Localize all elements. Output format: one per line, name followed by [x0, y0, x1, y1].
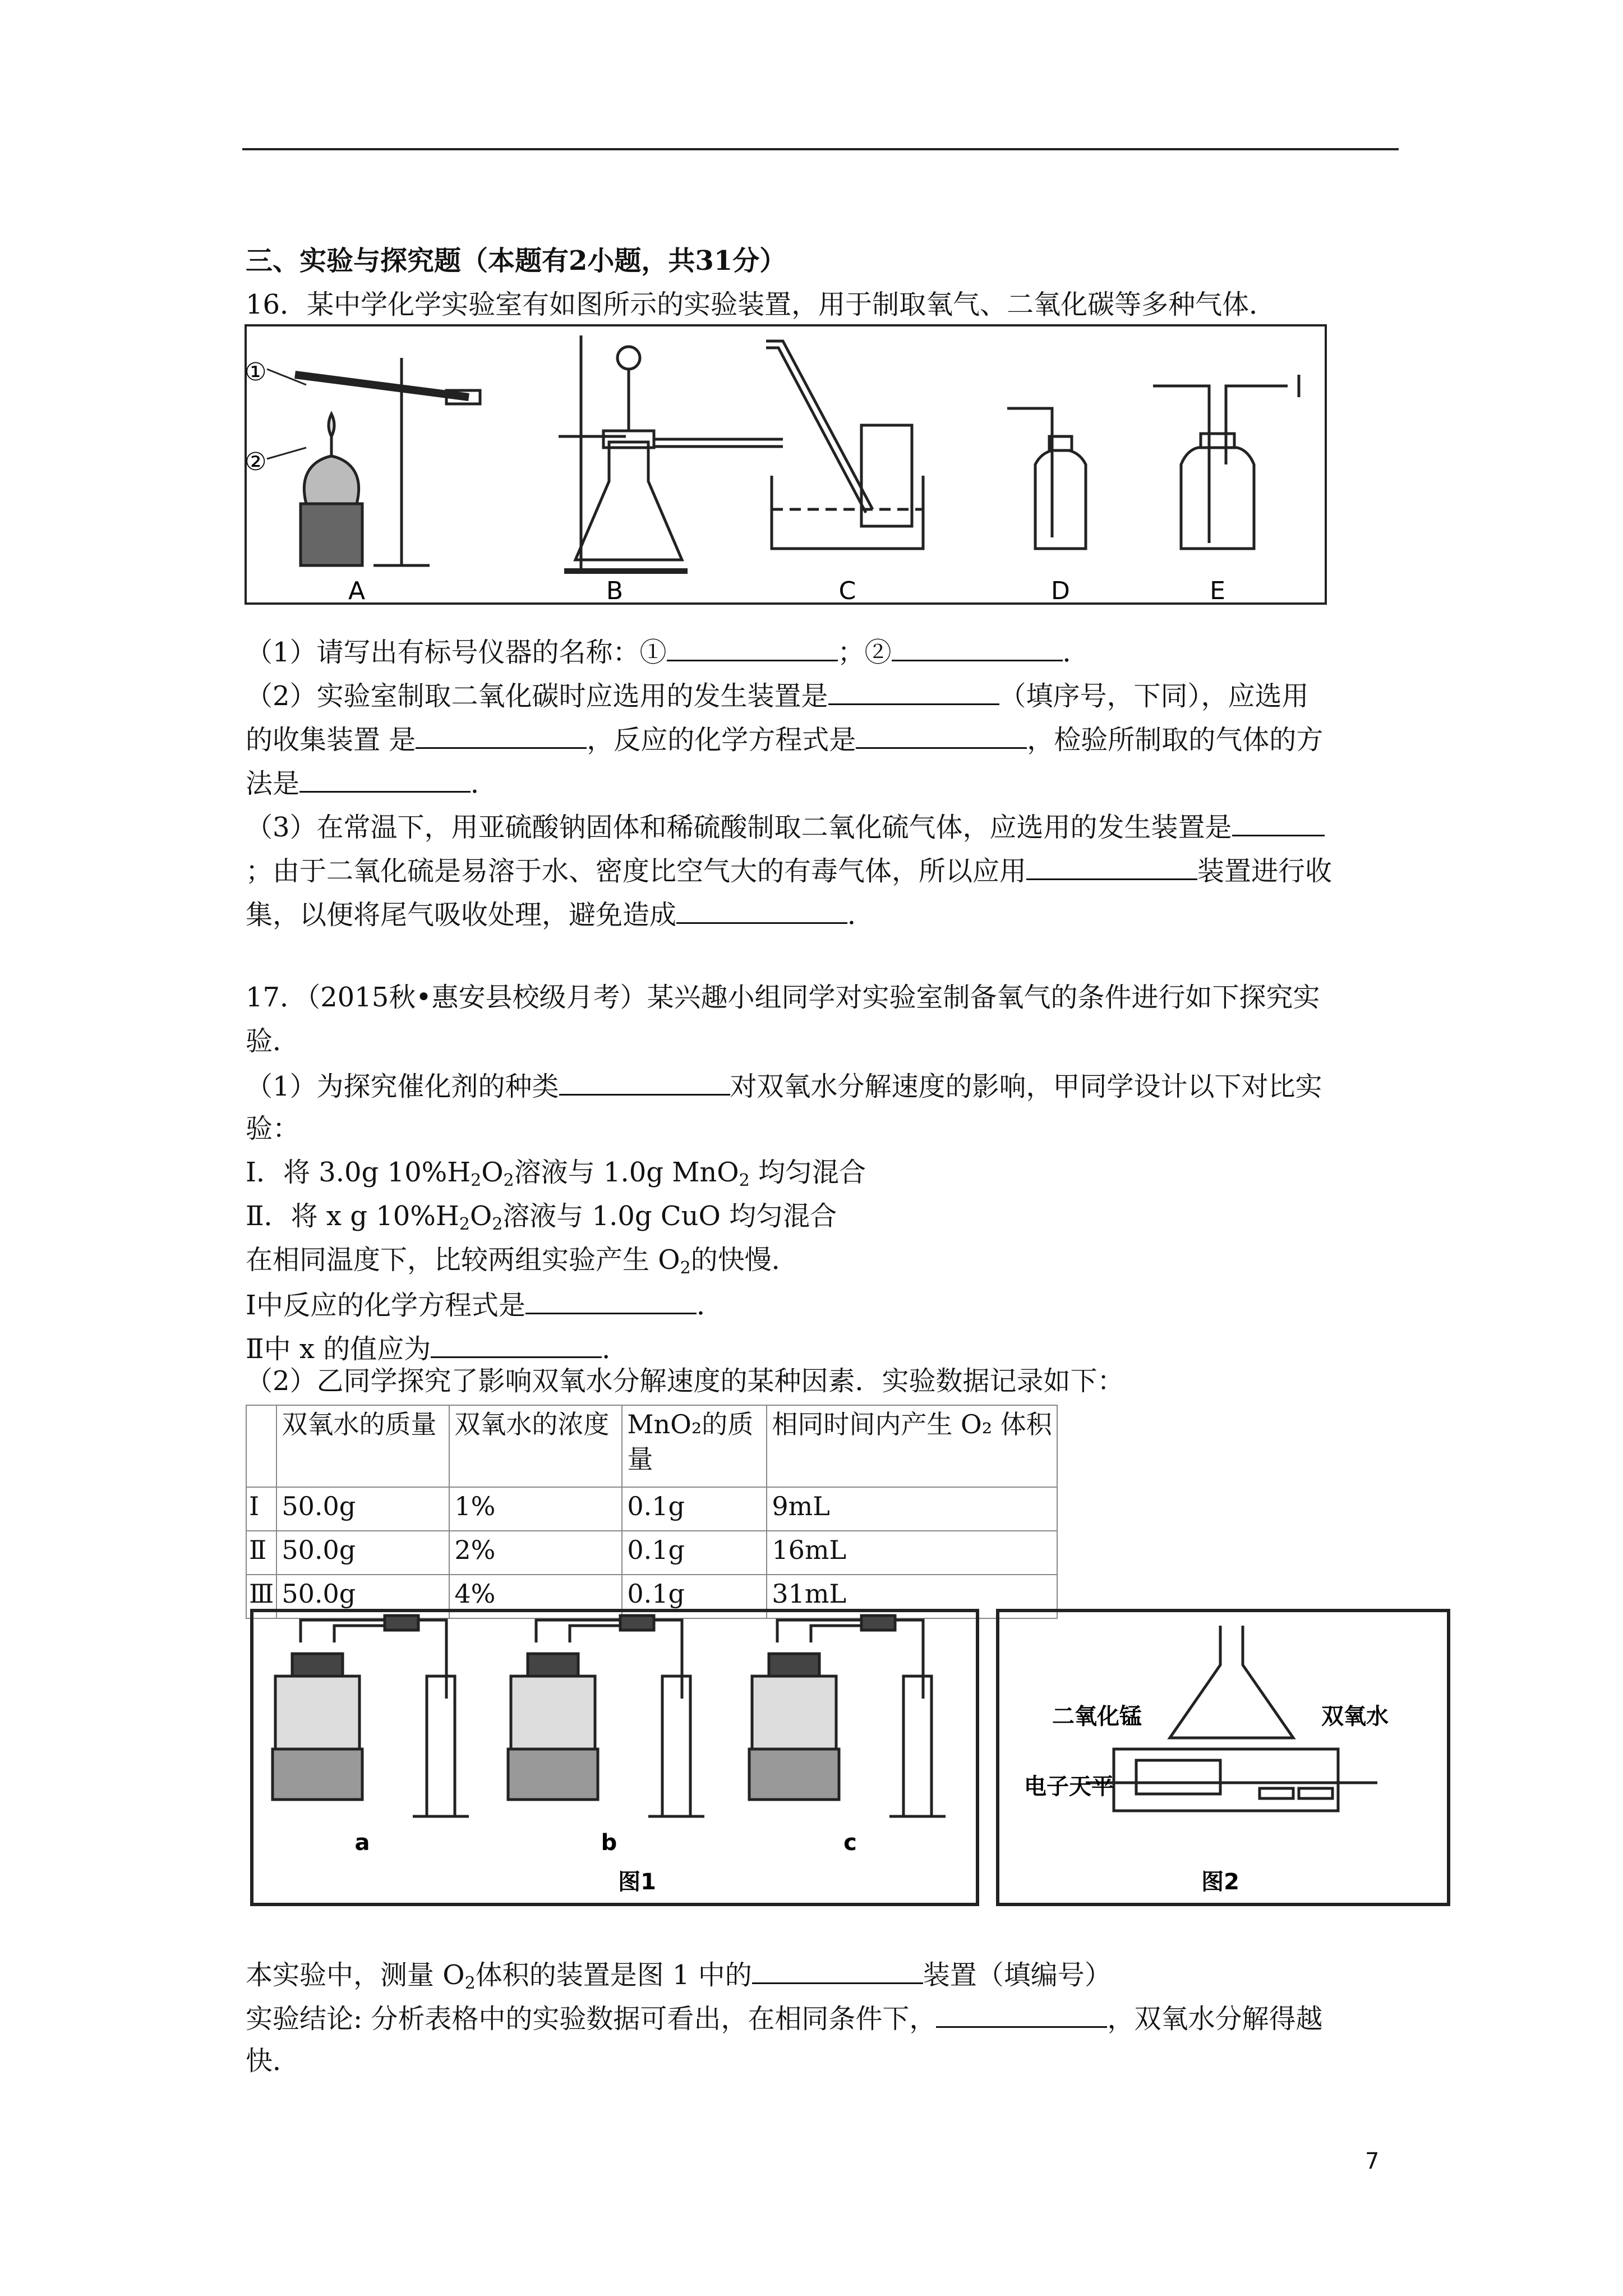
fig1-label-c: c	[843, 1830, 857, 1856]
q16-part3-line1: （3）在常温下，用亚硫酸钠固体和稀硫酸制取二氧化硫气体，应选用的发生装置是	[246, 809, 1325, 844]
th-o2-volume: 相同时间内产生 O₂ 体积	[767, 1405, 1057, 1487]
q16-part2-line2: 的收集装置 是 ，反应的化学方程式是 ，检验所制取的气体的方	[246, 721, 1323, 757]
figure-1	[250, 1609, 979, 1906]
q16-part2-line1: （2）实验室制取二氧化碳时应选用的发生装置是 （填序号，下同），应选用	[246, 678, 1309, 713]
apparatus-e	[1153, 375, 1299, 549]
label-c: C	[838, 577, 856, 605]
q16-part3-line3: 集，以便将尾气吸收处理，避免造成 ．	[246, 896, 874, 932]
q17-exp2: Ⅱ．将 x g $10\%H_2O_2$溶液与 1.0g CuO 均匀混合	[246, 1200, 837, 1234]
table-row: Ⅰ 50.0g 1% 0.1g 9mL	[246, 1487, 1057, 1531]
q17-equation: Ⅰ中反应的化学方程式是 ．	[246, 1287, 723, 1322]
label-a: A	[348, 577, 366, 605]
apparatus-a	[267, 358, 480, 565]
th-concentration: 双氧水的浓度	[449, 1405, 622, 1487]
q17-conclusion-line1: 实验结论: 分析表格中的实验数据可看出，在相同条件下， ，双氧水分解得越	[246, 2000, 1322, 2036]
q17-exp1: Ⅰ．将 3.0g $10\%H_2O_2$溶液与 1.0g MnO$_2$ 均匀混合	[246, 1157, 866, 1190]
fig1-caption: 图1	[618, 1869, 656, 1895]
label-b: B	[606, 577, 624, 605]
apparatus-d	[1007, 408, 1086, 549]
apparatus-b	[559, 335, 783, 571]
apparatus-c	[766, 341, 923, 549]
th-mass: 双氧水的质量	[276, 1405, 449, 1487]
data-table	[246, 1405, 1058, 1619]
q17-measure: 本实验中，测量 $O_2$体积的装置是图 1 中的 装置（填编号）	[246, 1957, 1112, 1992]
table-row: Ⅲ 50.0g 4% 0.1g 31mL	[246, 1575, 1057, 1618]
q17-intro-line2: 验．	[246, 1025, 300, 1057]
fig2-label-h2o2: 双氧水	[1321, 1704, 1389, 1729]
fig2-label-mno2: 二氧化锰	[1052, 1704, 1142, 1729]
fig2-label-balance: 电子天平	[1024, 1774, 1114, 1800]
label-e: E	[1210, 577, 1225, 605]
th-mno2-mass: MnO₂的质量	[622, 1405, 767, 1487]
q17-part1-line1: （1）为探究催化剂的种类 对双氧水分解速度的影响，甲同学设计以下对比实	[246, 1068, 1322, 1103]
table-header-row	[246, 1405, 1057, 1487]
q17-conclusion-line2: 快．	[246, 2045, 300, 2077]
q16-apparatus-figure	[245, 324, 1327, 605]
q16-part2-line3: 法是 ．	[246, 765, 497, 800]
header-rule	[242, 148, 1399, 150]
marker-1: ①	[245, 358, 267, 386]
q17-intro-line1: 17．（2015秋•惠安县校级月考）某兴趣小组同学对实验室制备氧气的条件进行如下探究实	[246, 982, 1320, 1013]
q16-part1: （1）请写出有标号仪器的名称：① ；② ．	[246, 634, 1090, 669]
q17-x-value: Ⅱ中 x 的值应为 ．	[246, 1331, 629, 1366]
table-row: Ⅱ 50.0g 2% 0.1g 16mL	[246, 1531, 1057, 1575]
fig1-label-b: b	[601, 1830, 617, 1856]
marker-2: ②	[245, 448, 267, 476]
section-title: 三、实验与探究题（本题有2小题，共31分）	[246, 245, 787, 277]
fig1-label-a: a	[354, 1830, 370, 1856]
label-d: D	[1051, 577, 1070, 605]
q16-intro: 16．某中学化学实验室有如图所示的实验装置，用于制取氧气、二氧化碳等多种气体．	[246, 289, 1276, 320]
figure-2	[996, 1609, 1450, 1906]
page-number: 7	[1365, 2148, 1380, 2174]
q17-part1-line2: 验：	[246, 1113, 300, 1144]
q17-part2: （2）乙同学探究了影响双氧水分解速度的某种因素．实验数据记录如下：	[246, 1365, 1124, 1397]
q17-compare: 在相同温度下，比较两组实验产生 $O_2$的快慢．	[246, 1244, 799, 1278]
q16-part3-line2: ；由于二氧化硫是易溶于水、密度比空气大的有毒气体，所以应用 装置进行收	[246, 853, 1332, 888]
fig2-caption: 图2	[1201, 1869, 1239, 1895]
